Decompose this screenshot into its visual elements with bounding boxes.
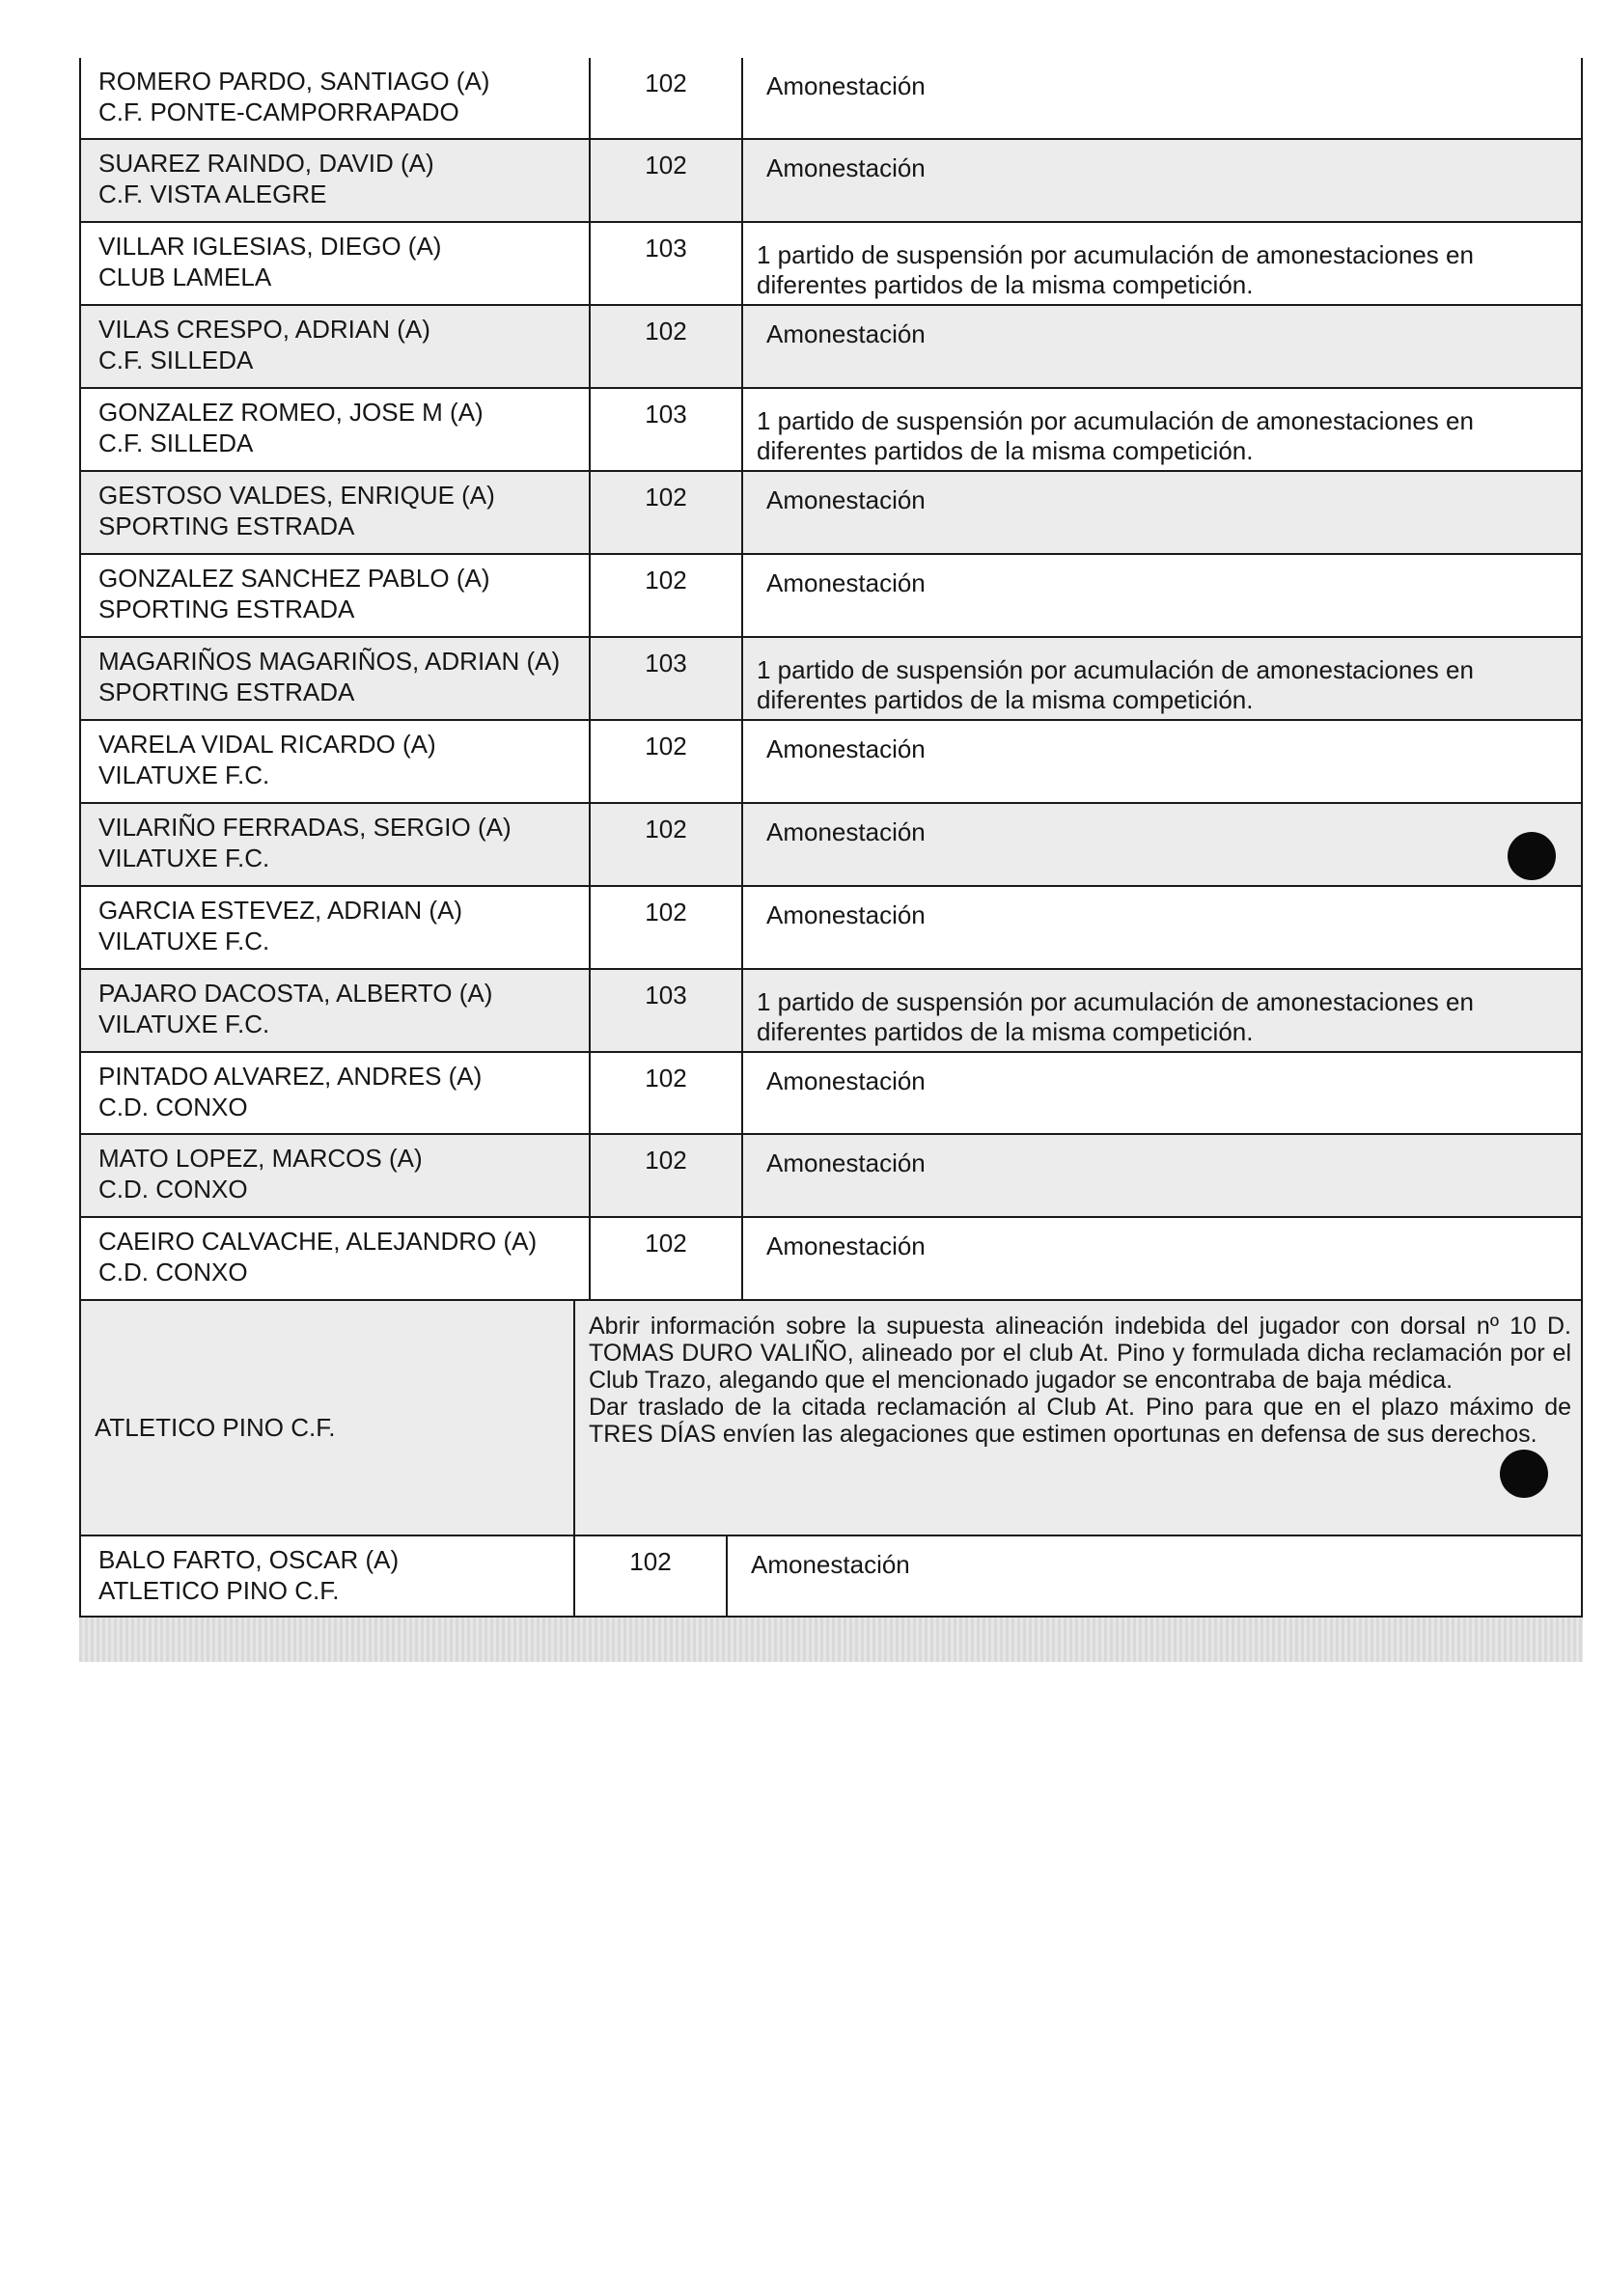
player-cell — [81, 140, 591, 221]
punch-hole-mark — [1508, 832, 1556, 880]
penalty-text: Amonestación — [766, 734, 926, 763]
article-code: 102 — [591, 1053, 743, 1133]
player-name: CAEIRO CALVACHE, ALEJANDRO (A) — [98, 1227, 538, 1256]
penalty-text: Amonestación — [766, 1066, 926, 1095]
player-cell — [81, 804, 591, 885]
resolution-paragraph: Abrir información sobre la supuesta alineación indebida del jugador con dorsal nº 10 D. TOMAS DURO VALIÑO, alineado por el club At. Pino y formulada dicha reclamación por el Club Trazo, alegando que el mencionado jugador se encontraba de baja médica. — [589, 1313, 1571, 1394]
player-name: VILARIÑO FERRADAS, SERGIO (A) — [98, 813, 512, 842]
table-row — [81, 1135, 1581, 1218]
player-name: BALO FARTO, OSCAR (A) — [98, 1545, 400, 1574]
player-club: VILATUXE F.C. — [98, 844, 270, 872]
penalty-text: Amonestación — [766, 71, 926, 100]
table-row — [81, 1053, 1581, 1135]
penalty-text: 1 partido de suspensión por acumulación de amonestaciones en diferentes partidos de la misma competición. — [757, 987, 1474, 1046]
player-cell — [81, 306, 591, 387]
article-code: 102 — [591, 1135, 743, 1216]
article-code: 102 — [591, 140, 743, 221]
article-code: 102 — [591, 721, 743, 802]
player-cell — [81, 389, 591, 470]
player-cell — [81, 223, 591, 304]
table-row — [81, 555, 1581, 638]
player-club: C.D. CONXO — [98, 1093, 248, 1121]
penalty-text: Amonestación — [751, 1550, 910, 1579]
player-cell — [81, 1218, 591, 1299]
article-code: 103 — [591, 970, 743, 1051]
article-code: 102 — [591, 472, 743, 553]
resolution-paragraph: Dar traslado de la citada reclamación al Club At. Pino para que en el plazo máximo de TRES DÍAS envíen las alegaciones que estimen oportunas en defensa de sus derechos. — [589, 1394, 1571, 1448]
penalty-text: Amonestación — [766, 485, 926, 514]
player-club: C.F. PONTE-CAMPORRAPADO — [98, 97, 459, 126]
table-row — [81, 389, 1581, 472]
table-row — [81, 223, 1581, 306]
article-code: 102 — [591, 887, 743, 968]
player-name: GONZALEZ SANCHEZ PABLO (A) — [98, 564, 490, 593]
player-name: VILLAR IGLESIAS, DIEGO (A) — [98, 232, 442, 261]
table-row — [81, 721, 1581, 804]
player-cell — [81, 1536, 575, 1616]
player-name: GESTOSO VALDES, ENRIQUE (A) — [98, 481, 495, 510]
player-name: VILAS CRESPO, ADRIAN (A) — [98, 315, 430, 344]
article-code: 102 — [591, 58, 743, 138]
penalty-text: Amonestación — [766, 1148, 926, 1177]
player-name: PINTADO ALVAREZ, ANDRES (A) — [98, 1062, 483, 1091]
club-resolution-row — [81, 1301, 1581, 1536]
player-cell — [81, 555, 591, 636]
player-club: C.F. SILLEDA — [98, 346, 254, 374]
player-cell — [81, 721, 591, 802]
article-code: 102 — [575, 1536, 728, 1616]
player-name: PAJARO DACOSTA, ALBERTO (A) — [98, 979, 493, 1008]
resolution-text — [575, 1301, 1581, 1535]
player-name: MATO LOPEZ, MARCOS (A) — [98, 1144, 423, 1173]
player-name: MAGARIÑOS MAGARIÑOS, ADRIAN (A) — [98, 647, 561, 676]
player-club: C.D. CONXO — [98, 1258, 248, 1286]
penalty-text: Amonestación — [766, 568, 926, 597]
article-code: 103 — [591, 389, 743, 470]
table-row — [81, 804, 1581, 887]
player-name: VARELA VIDAL RICARDO (A) — [98, 730, 436, 759]
table-row — [81, 1536, 1581, 1616]
player-cell — [81, 638, 591, 719]
penalty-text: Amonestación — [766, 900, 926, 929]
player-club: C.D. CONXO — [98, 1175, 248, 1203]
player-club: C.F. VISTA ALEGRE — [98, 180, 327, 208]
player-club: SPORTING ESTRADA — [98, 512, 355, 540]
table-row — [81, 887, 1581, 970]
player-name: SUAREZ RAINDO, DAVID (A) — [98, 149, 434, 178]
scan-shadow — [79, 1618, 1583, 1662]
article-code: 102 — [591, 306, 743, 387]
player-cell — [81, 1053, 591, 1133]
player-club: SPORTING ESTRADA — [98, 678, 355, 706]
table-row — [81, 58, 1581, 140]
table-row — [81, 306, 1581, 389]
player-club: C.F. SILLEDA — [98, 429, 254, 457]
article-code: 103 — [591, 638, 743, 719]
article-code: 103 — [591, 223, 743, 304]
penalty-text: Amonestación — [766, 1231, 926, 1260]
player-name: GONZALEZ ROMEO, JOSE M (A) — [98, 398, 484, 427]
penalty-text: 1 partido de suspensión por acumulación de amonestaciones en diferentes partidos de la misma competición. — [757, 655, 1474, 714]
penalty-text: 1 partido de suspensión por acumulación de amonestaciones en diferentes partidos de la misma competición. — [757, 240, 1474, 299]
article-code: 102 — [591, 555, 743, 636]
article-code: 102 — [591, 1218, 743, 1299]
sanctions-table — [79, 58, 1583, 1618]
table-row — [81, 472, 1581, 555]
player-cell — [81, 970, 591, 1051]
table-row — [81, 970, 1581, 1053]
table-row — [81, 1218, 1581, 1301]
player-club: CLUB LAMELA — [98, 263, 272, 291]
player-name: GARCIA ESTEVEZ, ADRIAN (A) — [98, 896, 463, 925]
player-name: ROMERO PARDO, SANTIAGO (A) — [98, 67, 490, 96]
table-row — [81, 140, 1581, 223]
player-club: SPORTING ESTRADA — [98, 595, 355, 623]
penalty-text: Amonestación — [766, 817, 926, 846]
player-cell — [81, 472, 591, 553]
player-club: VILATUXE F.C. — [98, 761, 270, 789]
punch-hole-mark — [1500, 1450, 1548, 1498]
player-club: VILATUXE F.C. — [98, 1010, 270, 1038]
penalty-text: Amonestación — [766, 319, 926, 348]
player-club: VILATUXE F.C. — [98, 927, 270, 955]
table-row — [81, 638, 1581, 721]
article-code: 102 — [591, 804, 743, 885]
player-cell — [81, 1135, 591, 1216]
player-cell — [81, 58, 591, 138]
penalty-text: 1 partido de suspensión por acumulación de amonestaciones en diferentes partidos de la misma competición. — [757, 406, 1474, 465]
player-club: ATLETICO PINO C.F. — [98, 1576, 340, 1605]
club-name: ATLETICO PINO C.F. — [81, 1301, 575, 1535]
penalty-text: Amonestación — [766, 153, 926, 182]
player-cell — [81, 887, 591, 968]
